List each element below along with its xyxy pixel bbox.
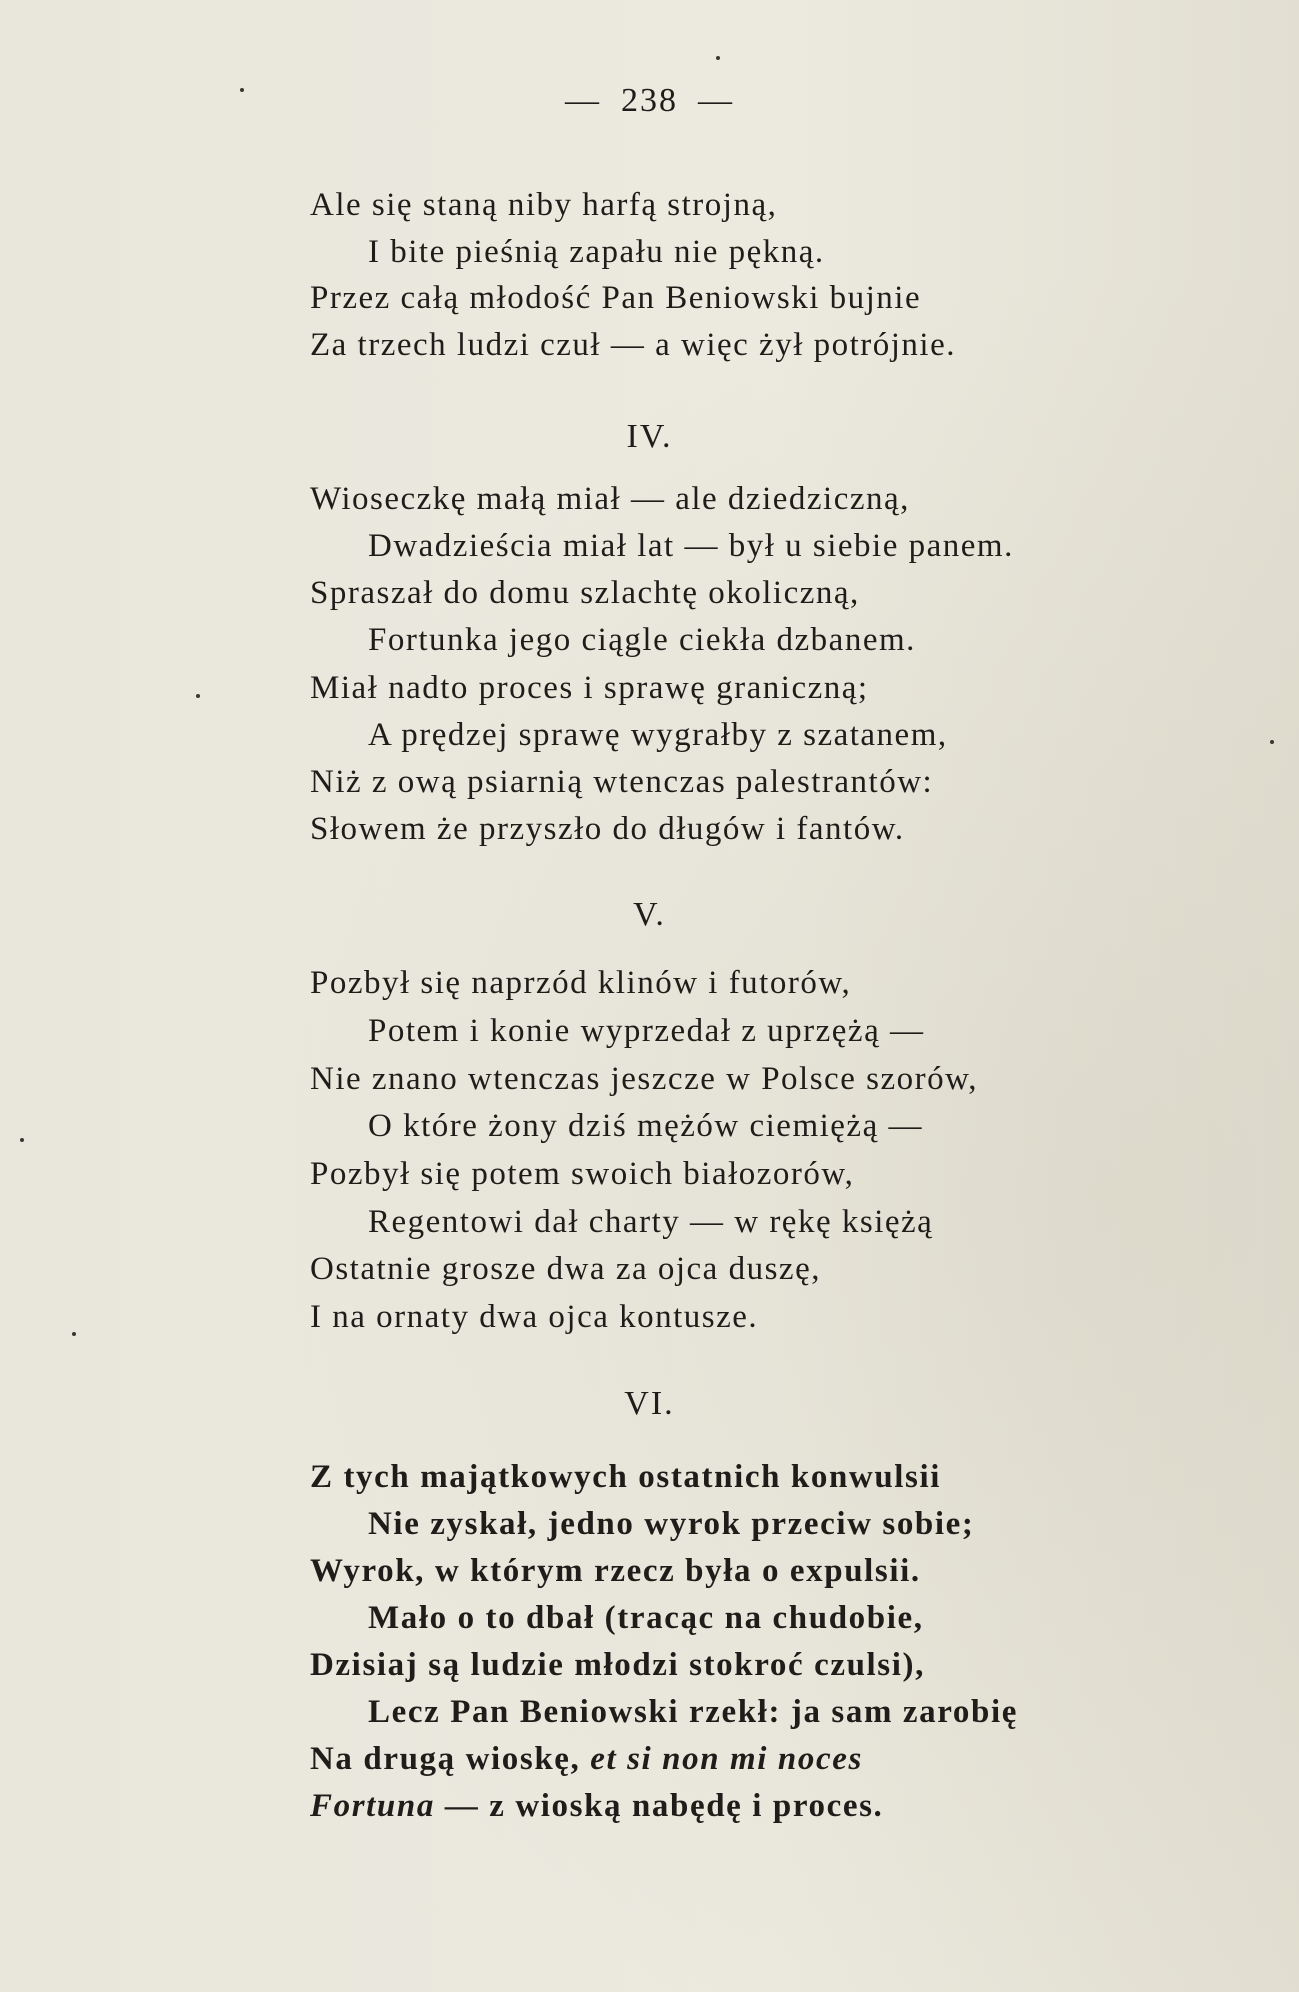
verse-line: Niż z ową psiarnią wtenczas palestrantów: <box>310 764 934 800</box>
verse-line: Słowem że przyszło do długów i fantów. <box>310 811 905 847</box>
verse-line: A prędzej sprawę wygrałby z szatanem, <box>368 717 948 753</box>
verse-line: Wioseczkę małą miał — ale dziedziczną, <box>310 481 910 517</box>
verse-line: Z tych majątkowych ostatnich konwulsii <box>310 1459 942 1495</box>
verse-line: Mało o to dbał (tracąc na chudobie, <box>368 1600 924 1636</box>
verse-line: Ostatnie grosze dwa za ojca duszę, <box>310 1251 821 1287</box>
stanza-numeral-v: V. <box>633 896 666 933</box>
scan-speck <box>20 1138 24 1142</box>
verse-line: Dwadzieścia miał lat — był u siebie panem. <box>368 528 1014 564</box>
scan-speck <box>240 88 244 92</box>
verse-line: Spraszał do domu szlachtę okoliczną, <box>310 575 860 611</box>
verse-line: Nie zyskał, jedno wyrok przeciw sobie; <box>368 1506 975 1542</box>
verse-line: I bite pieśnią zapału nie pękną. <box>368 234 825 270</box>
verse-line <box>310 1739 863 1779</box>
page-number-value: 238 <box>621 82 678 119</box>
verse-text: Na drugą wioskę, <box>310 1741 591 1777</box>
verse-line: I na ornaty dwa ojca kontusze. <box>310 1299 759 1335</box>
page-number-dash-left: — <box>565 82 601 119</box>
verse-line: Nie znano wtenczas jeszcze w Polsce szorów, <box>310 1061 979 1097</box>
verse-line: Przez całą młodość Pan Beniowski bujnie <box>310 280 922 316</box>
stanza-numeral-vi: VI. <box>624 1385 675 1422</box>
verse-line: Pozbył się potem swoich białozorów, <box>310 1156 855 1192</box>
verse-line: Fortunka jego ciągle ciekła dzbanem. <box>368 622 916 658</box>
verse-line <box>310 1786 883 1826</box>
scan-speck <box>1270 740 1274 744</box>
verse-text: — z wioską nabędę i proces. <box>434 1788 884 1824</box>
verse-line: Dzisiaj są ludzie młodzi stokroć czulsi), <box>310 1647 925 1683</box>
verse-line: Miał nadto proces i sprawę graniczną; <box>310 670 869 706</box>
verse-line: O które żony dziś mężów ciemiężą — <box>368 1108 923 1144</box>
latin-phrase: et si non mi noces <box>590 1741 863 1777</box>
page-number-dash-right: — <box>698 82 734 119</box>
verse-line: Wyrok, w którym rzecz była o expulsii. <box>310 1553 921 1589</box>
verse-line: Pozbył się naprzód klinów i futorów, <box>310 965 852 1001</box>
stanza-numeral-iv: IV. <box>626 418 673 455</box>
scan-speck <box>196 694 200 698</box>
verse-line: Ale się staną niby harfą strojną, <box>310 187 778 223</box>
verse-line: Za trzech ludzi czuł — a więc żył potrójnie. <box>310 327 956 363</box>
verse-line: Lecz Pan Beniowski rzekł: ja sam zarobię <box>368 1694 1018 1730</box>
verse-line: Potem i konie wyprzedał z uprzężą — <box>368 1013 925 1049</box>
page-number <box>0 82 1299 120</box>
latin-phrase: Fortuna <box>310 1788 435 1824</box>
scan-speck <box>716 56 720 60</box>
verse-line: Regentowi dał charty — w rękę księżą <box>368 1204 934 1240</box>
scan-speck <box>72 1332 76 1336</box>
